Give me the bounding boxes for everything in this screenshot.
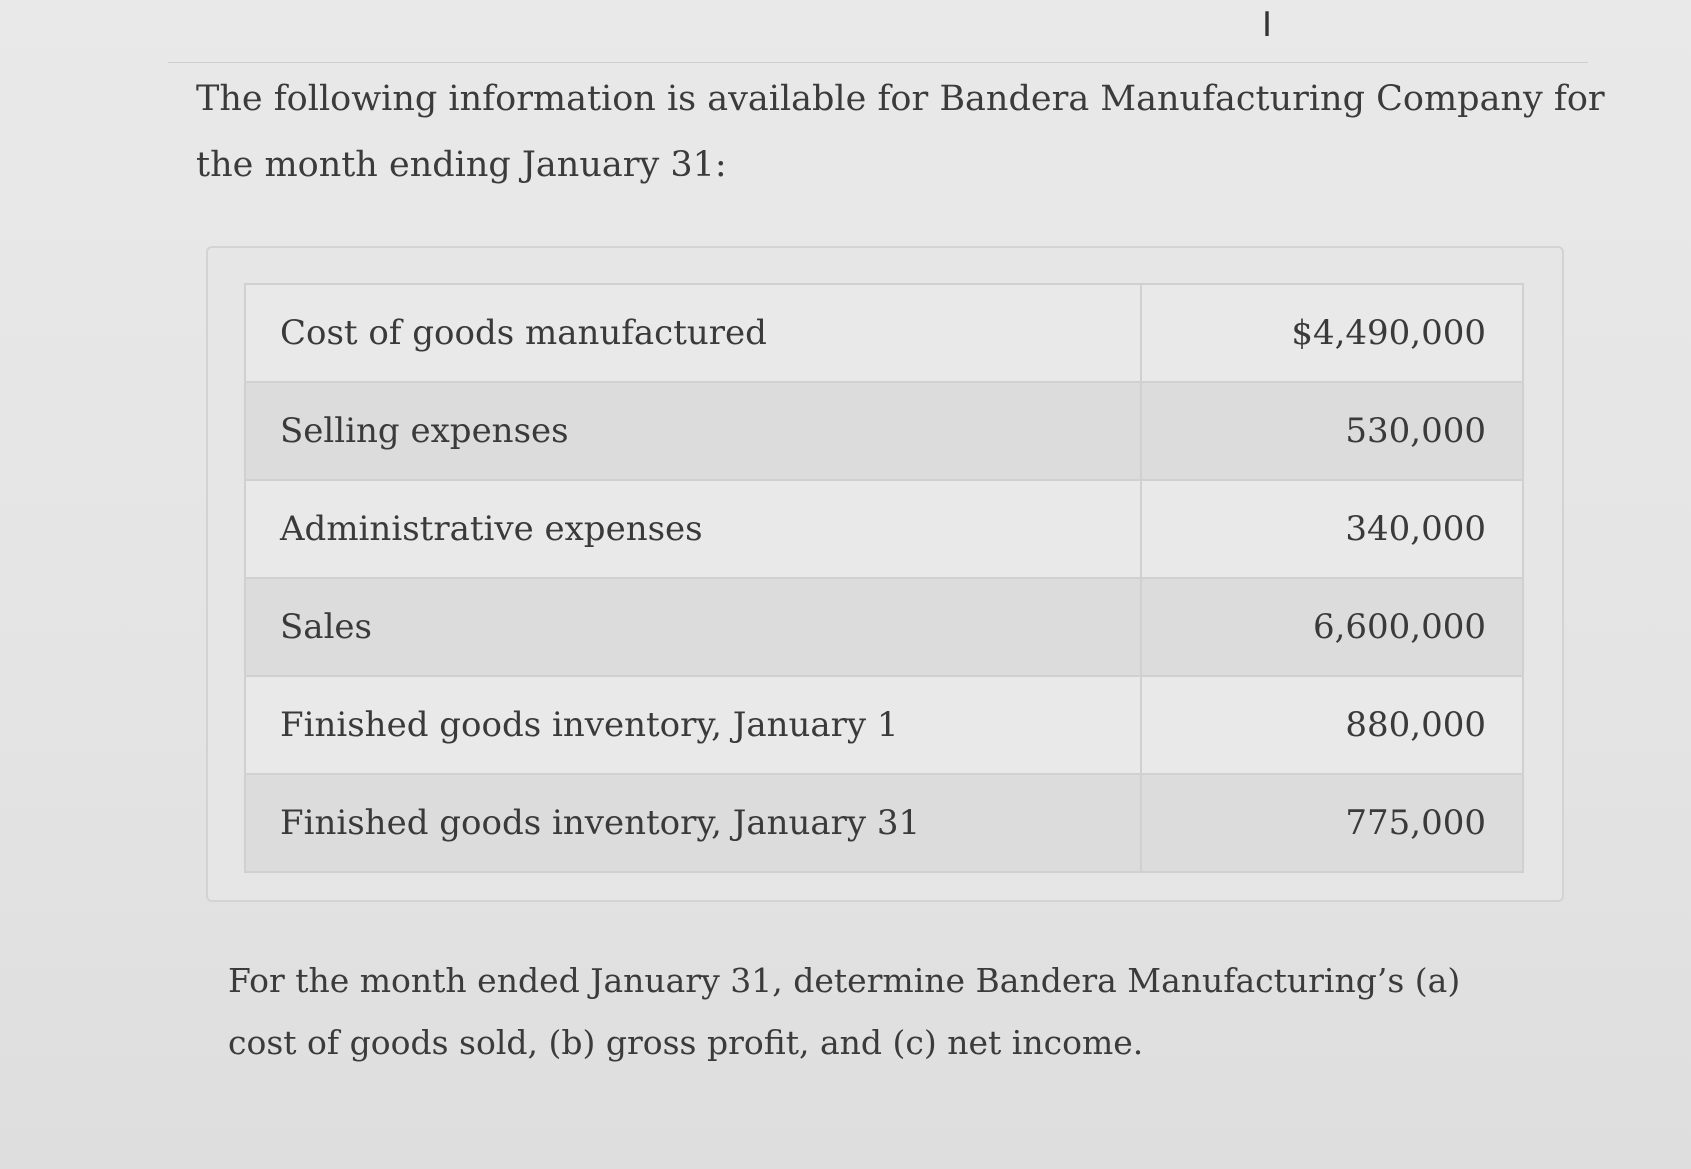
row-label: Sales xyxy=(245,578,1141,676)
row-value: 775,000 xyxy=(1141,774,1523,872)
row-label: Administrative expenses xyxy=(245,480,1141,578)
top-divider xyxy=(168,62,1588,63)
question-text: For the month ended January 31, determine Bandera Manufacturing’s (a) cost of goods sold, (b) gross profit, and (c) net income. xyxy=(228,961,1461,1062)
table-row xyxy=(245,284,1523,382)
row-value: 880,000 xyxy=(1141,676,1523,774)
table-row xyxy=(245,480,1523,578)
table-row xyxy=(245,774,1523,872)
row-label: Selling expenses xyxy=(245,382,1141,480)
table-row xyxy=(245,382,1523,480)
row-label: Cost of goods manufactured xyxy=(245,284,1141,382)
row-label: Finished goods inventory, January 1 xyxy=(245,676,1141,774)
data-table-card xyxy=(206,246,1564,902)
table-row xyxy=(245,676,1523,774)
row-label: Finished goods inventory, January 31 xyxy=(245,774,1141,872)
row-value: $4,490,000 xyxy=(1141,284,1523,382)
text-cursor-icon: I xyxy=(1262,5,1273,45)
table-row xyxy=(245,578,1523,676)
intro-text: The following information is available for Bandera Manufacturing Company for the month ending January 31: xyxy=(196,79,1605,185)
data-table xyxy=(244,283,1524,873)
row-value: 6,600,000 xyxy=(1141,578,1523,676)
row-value: 340,000 xyxy=(1141,480,1523,578)
row-value: 530,000 xyxy=(1141,382,1523,480)
